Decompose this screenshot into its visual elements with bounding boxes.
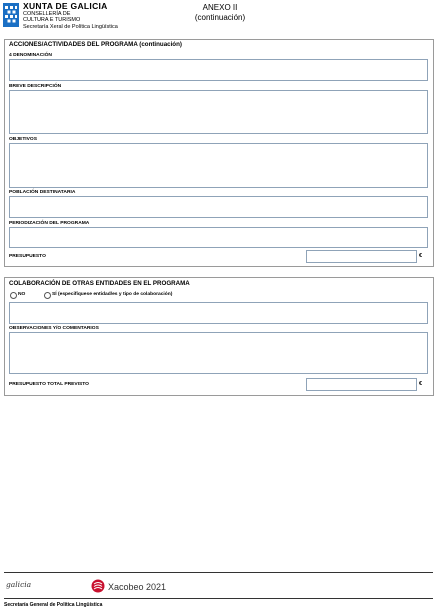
breve-descripcion-field[interactable] — [9, 90, 428, 134]
periodizacion-label: PERIODIZACIÓN DEL PROGRAMA — [9, 221, 90, 226]
observaciones-label: OBSERVACIONES Y/O COMENTARIOS — [9, 326, 99, 331]
presupuesto-currency: € — [419, 253, 423, 259]
galicia-logo — [6, 580, 31, 589]
department-line-2: CULTURA E TURISMO — [23, 17, 81, 24]
poblacion-field[interactable] — [9, 196, 428, 218]
presupuesto-field[interactable] — [306, 250, 417, 263]
annex-heading — [180, 3, 260, 22]
denominacion-label: 4 DENOMINACIÓN — [9, 53, 52, 58]
breve-descripcion-label: BREVE DESCRIPCIÓN — [9, 84, 62, 89]
organization-block — [23, 2, 118, 30]
actions-section-title: ACCIONES/ACTIVIDADES DEL PROGRAMA (continuación) — [9, 41, 182, 48]
brand-name: XUNTA DE GALICIA — [23, 1, 108, 11]
xunta-crest-icon — [3, 3, 19, 27]
denominacion-field[interactable] — [9, 59, 428, 81]
radio-no-label: NO — [18, 292, 26, 297]
presupuesto-total-field[interactable] — [306, 378, 417, 391]
xacobeo-shell-icon — [91, 579, 105, 593]
objetivos-label: OBJETIVOS — [9, 137, 37, 142]
observaciones-field[interactable] — [9, 332, 428, 374]
collaboration-field[interactable] — [9, 302, 428, 324]
annex-title: ANEXO II — [202, 3, 238, 12]
footer-top-rule — [4, 572, 433, 573]
radio-si[interactable] — [44, 292, 51, 299]
footer-bottom-rule — [4, 598, 433, 599]
xacobeo-text: Xacobeo 2021 — [108, 582, 167, 592]
department-line-1: CONSELLERÍA DE — [23, 11, 71, 17]
collaboration-section-title: COLABORACIÓN DE OTRAS ENTIDADES EN EL PROGRAMA — [9, 280, 190, 287]
poblacion-label: POBLACIÓN DESTINATARIA — [9, 190, 76, 195]
presupuesto-label: PRESUPUESTO — [9, 254, 46, 259]
periodizacion-field[interactable] — [9, 227, 428, 248]
department-line-3: Secretaría Xeral de Política Lingüística — [23, 23, 118, 30]
presupuesto-total-currency: € — [419, 381, 423, 387]
galicia-logo-text: galicia — [6, 580, 32, 589]
presupuesto-total-label: PRESUPUESTO TOTAL PREVISTO — [9, 382, 89, 387]
objetivos-field[interactable] — [9, 143, 428, 188]
secretaria-footer: Secretaría General de Política Lingüística — [4, 602, 103, 608]
radio-no[interactable] — [10, 292, 17, 299]
annex-subtitle: (continuación) — [194, 12, 246, 22]
radio-si-label: SÍ (especifíquese entidad/es y tipo de colaboración) — [52, 292, 173, 297]
